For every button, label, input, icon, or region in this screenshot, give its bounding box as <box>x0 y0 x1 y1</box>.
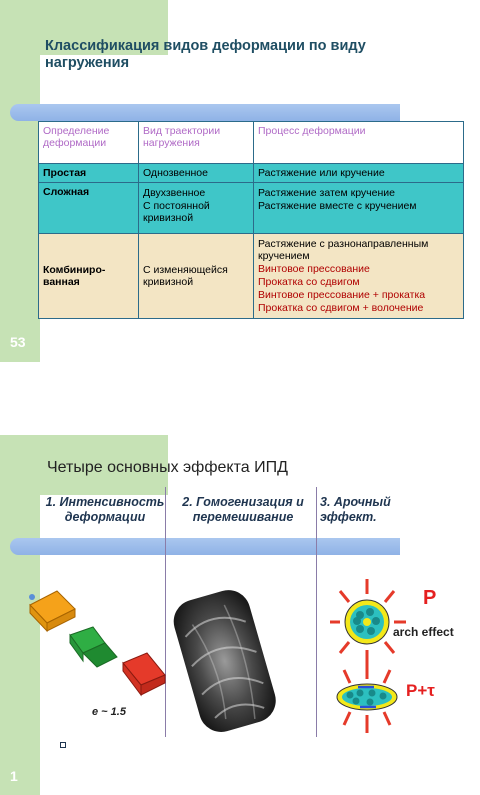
header-trajectory: Вид траектории нагружения <box>139 122 254 164</box>
row-process: Растяжение или кручение <box>254 164 464 183</box>
pressure-shear-label: P+τ <box>406 681 435 700</box>
orange-block-icon <box>29 591 75 631</box>
process-line: Винтовое прессование + прокатка <box>258 289 426 301</box>
blue-divider-bar <box>10 538 400 555</box>
strain-label: e ~ 1.5 <box>92 706 126 718</box>
slide-53 <box>0 0 480 362</box>
table-row <box>39 183 464 234</box>
deformation-blocks-illustration <box>25 583 175 703</box>
slide-title: Классификация видов деформации по виду нагружения <box>45 38 366 71</box>
table-row <box>39 234 464 319</box>
pressure-label: P <box>423 587 437 609</box>
header-process: Процесс деформации <box>254 122 464 164</box>
green-block-icon <box>70 627 117 667</box>
row-definition: Простая <box>39 164 139 183</box>
pressure-shear-diagram <box>337 663 397 733</box>
header-definition: Определение деформации <box>39 122 139 164</box>
arch-effect-label: arch effect <box>393 625 454 639</box>
row-trajectory: Однозвенное <box>139 164 254 183</box>
red-block-icon <box>123 653 165 695</box>
effect-arch: 3. Арочный эффект. <box>320 495 391 524</box>
effect-homogenization: 2. Гомогенизация и перемешивание <box>182 495 304 524</box>
green-side-strip <box>0 0 40 362</box>
blue-divider-bar <box>10 104 400 121</box>
table-row <box>39 164 464 183</box>
slide-1 <box>0 435 480 795</box>
process-line: Прокатка со сдвигом <box>258 276 360 288</box>
table-header-row <box>39 122 464 164</box>
classification-table <box>38 121 464 319</box>
process-line: Винтовое прессование <box>258 263 370 275</box>
arch-effect-diagram <box>330 575 480 745</box>
column-divider <box>316 487 317 737</box>
bullet-marker <box>60 742 66 748</box>
row-definition: Комбиниро-ванная <box>39 234 139 319</box>
trajectory-line: Двухзвенное <box>143 187 206 199</box>
process-line: Растяжение с разнонаправленным кручением <box>258 238 429 262</box>
process-line: Растяжение затем кручение <box>258 187 395 199</box>
microstructure-image <box>170 577 280 743</box>
process-line: Прокатка со сдвигом + волочение <box>258 302 424 314</box>
row-process <box>254 183 464 234</box>
row-trajectory <box>139 183 254 234</box>
effect-intensity: 1. Интенсивность деформации <box>45 495 165 524</box>
row-process <box>254 234 464 319</box>
trajectory-line: С постоянной кривизной <box>143 200 210 224</box>
process-line: Растяжение вместе с кручением <box>258 200 417 212</box>
hydrostatic-pressure-diagram <box>330 579 406 665</box>
slide-number: 53 <box>10 334 26 350</box>
slide-title: Четыре основных эффекта ИПД <box>47 459 288 476</box>
row-definition: Сложная <box>39 183 139 234</box>
row-trajectory: С изменяющейся кривизной <box>139 234 254 319</box>
slide-number: 1 <box>10 768 18 784</box>
